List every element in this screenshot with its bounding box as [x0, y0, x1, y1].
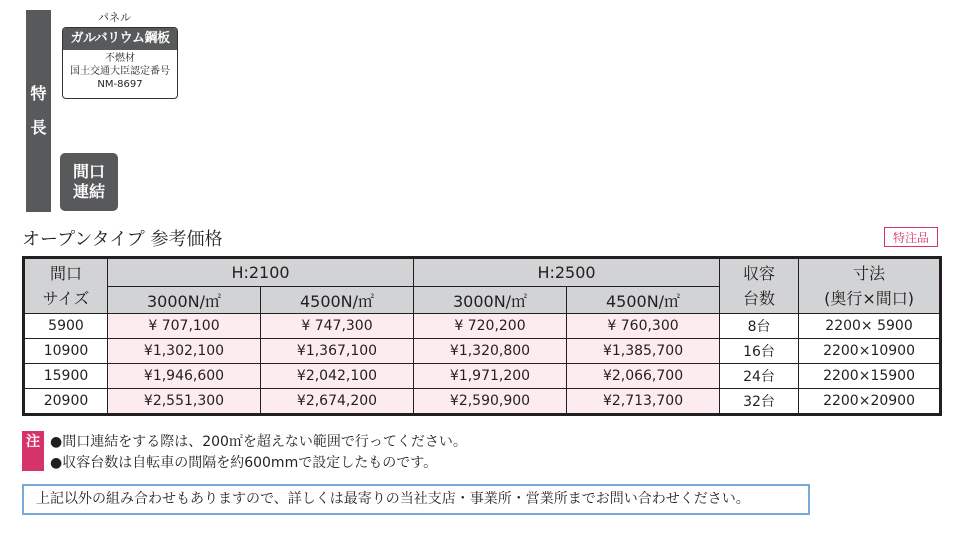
- price-cell: ¥2,551,300: [108, 389, 261, 415]
- price-cell: ¥2,674,200: [261, 389, 414, 415]
- connection-line-2: 連結: [72, 182, 105, 201]
- features-char-2: 長: [30, 118, 47, 137]
- connection-line-1: 間口: [72, 162, 105, 181]
- size-cell: 20900: [24, 389, 108, 415]
- note-mark: 注: [22, 431, 44, 471]
- size-cell: 15900: [24, 364, 108, 389]
- galvalume-line-2: 国土交通大臣認定番号: [70, 66, 170, 77]
- capacity-cell: 24台: [720, 364, 799, 389]
- price-cell: ¥ 760,300: [567, 314, 720, 339]
- load-header: 3000N/㎡: [414, 287, 567, 314]
- price-table: [22, 256, 942, 416]
- load-header: 3000N/㎡: [108, 287, 261, 314]
- dims-header-line-2: (奥行×間口): [824, 289, 914, 308]
- height-group-header-2100: H:2100: [108, 258, 414, 287]
- price-cell: ¥ 707,100: [108, 314, 261, 339]
- dims-cell: 2200× 5900: [799, 314, 941, 339]
- special-order-badge: 特注品: [884, 227, 938, 247]
- panel-label: パネル: [98, 11, 131, 24]
- galvalume-title: ガルバリウム鋼板: [63, 28, 177, 50]
- price-cell: ¥2,713,700: [567, 389, 720, 415]
- table-row: [24, 314, 941, 339]
- note-line-1: ●間口連結をする際は、200㎡を超えない範囲で行ってください。: [50, 434, 467, 450]
- price-cell: ¥1,946,600: [108, 364, 261, 389]
- price-cell: ¥2,066,700: [567, 364, 720, 389]
- price-cell: ¥1,320,800: [414, 339, 567, 364]
- size-column-header: [24, 258, 108, 314]
- size-cell: 10900: [24, 339, 108, 364]
- size-header-line-1: 間口: [49, 264, 82, 283]
- dims-header-line-1: 寸法: [853, 264, 886, 283]
- load-header: 4500N/㎡: [261, 287, 414, 314]
- height-group-header-2500: H:2500: [414, 258, 720, 287]
- features-char-1: 特: [30, 84, 47, 103]
- features-side-label: [26, 10, 51, 212]
- dims-cell: 2200×10900: [799, 339, 941, 364]
- size-header-line-2: サイズ: [42, 289, 90, 308]
- note-line-2: ●収容台数は自転車の間隔を約600mmで設定したものです。: [50, 455, 438, 471]
- dims-cell: 2200×20900: [799, 389, 941, 415]
- galvalume-line-1: 不燃材: [105, 53, 135, 64]
- capacity-cell: 32台: [720, 389, 799, 415]
- capacity-header-line-2: 台数: [743, 289, 776, 308]
- price-cell: ¥ 720,200: [414, 314, 567, 339]
- table-row: [24, 364, 941, 389]
- galvalume-feature-box: [62, 27, 178, 99]
- dims-cell: 2200×15900: [799, 364, 941, 389]
- price-cell: ¥ 747,300: [261, 314, 414, 339]
- table-header-row-1: [24, 258, 941, 287]
- price-cell: ¥1,367,100: [261, 339, 414, 364]
- price-cell: ¥2,042,100: [261, 364, 414, 389]
- price-cell: ¥1,971,200: [414, 364, 567, 389]
- table-row: [24, 339, 941, 364]
- load-header: 4500N/㎡: [567, 287, 720, 314]
- contact-info-box: 上記以外の組み合わせもありますので、詳しくは最寄りの当社支店・事業所・営業所までお問い合わせください。: [22, 484, 810, 515]
- table-row: [24, 389, 941, 415]
- capacity-cell: 8台: [720, 314, 799, 339]
- size-cell: 5900: [24, 314, 108, 339]
- capacity-header-line-1: 収容: [743, 264, 776, 283]
- galvalume-line-3: NM-8697: [97, 79, 143, 90]
- section-title: オープンタイプ 参考価格: [22, 229, 223, 250]
- price-cell: ¥1,385,700: [567, 339, 720, 364]
- price-cell: ¥1,302,100: [108, 339, 261, 364]
- galvalume-details: [63, 50, 177, 91]
- connection-badge: [60, 153, 118, 211]
- price-cell: ¥2,590,900: [414, 389, 567, 415]
- capacity-cell: 16台: [720, 339, 799, 364]
- dims-column-header: [799, 258, 941, 314]
- capacity-column-header: [720, 258, 799, 314]
